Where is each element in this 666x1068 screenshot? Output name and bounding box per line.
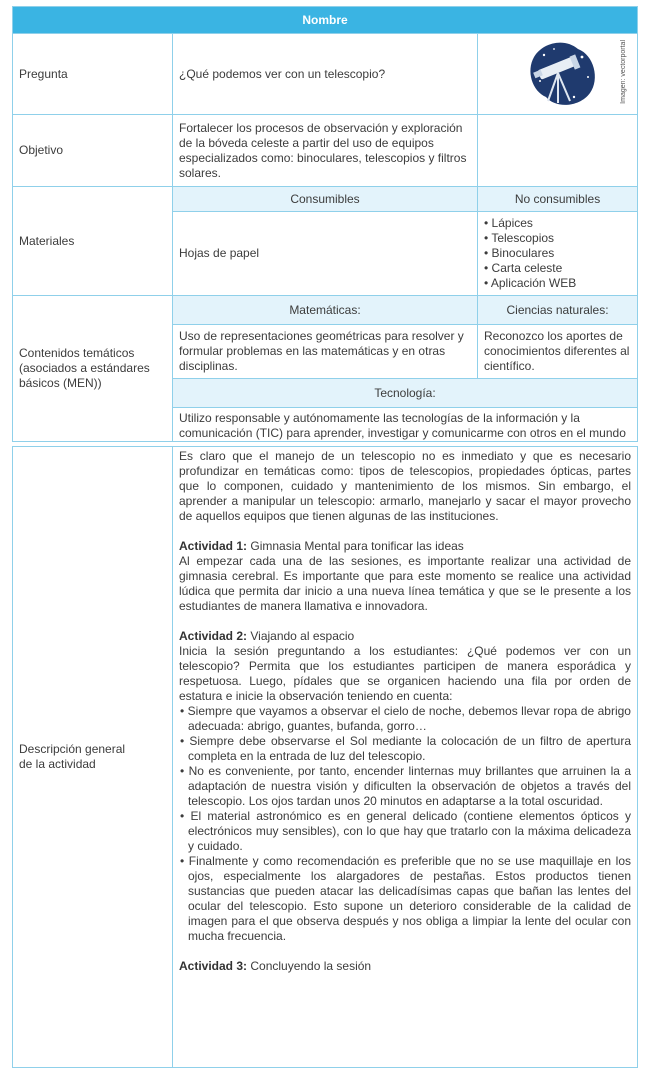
ciencias-header: Ciencias naturales: <box>478 296 638 325</box>
table-header-title: Nombre <box>13 7 638 34</box>
objetivo-label: Objetivo <box>13 115 173 187</box>
actividad-2-list <box>179 704 631 944</box>
matematicas-text: Uso de representaciones geométricas para resolver y formular problemas en las matemáticas y en otras disciplinas. <box>173 325 478 379</box>
list-item: • Siempre que vayamos a observar el cielo de noche, debemos llevar ropa de abrigo adecuada: abrigo, guantes, bufanda, gorro… <box>180 704 631 733</box>
list-item: • Lápices <box>484 216 631 231</box>
materiales-label: Materiales <box>13 187 173 296</box>
actividad-3-heading <box>179 959 631 974</box>
actividad-2-heading <box>179 629 631 644</box>
list-item: • El material astronómico es en general delicado (contiene elementos ópticos y electrónicos muy sensibles), con lo que hay que tratarlo con la máxima delicadeza y cuidado. <box>180 809 631 853</box>
list-item: • Siempre debe observarse el Sol mediante la colocación de un filtro de apertura completa en la entrada de luz del telescopio. <box>180 734 631 763</box>
image-caption: Imagen: vectorportal <box>620 40 628 104</box>
descripcion-content <box>173 447 638 1068</box>
activity-table-top <box>12 6 637 440</box>
no-consumibles-header: No consumibles <box>478 187 638 212</box>
pregunta-text: ¿Qué podemos ver con un telescopio? <box>173 34 478 115</box>
actividad-1-title: Actividad 1: <box>179 539 248 553</box>
telescope-icon <box>524 37 600 111</box>
actividad-2-text: Inicia la sesión preguntando a los estudiantes: ¿Qué podemos ver con un telescopio? Permita que los estudiantes participen de manera esporádica y respetuosa. Luego, pídales que se organicen haciendo una fila por orden de estatura e inicie la observación teniendo en cuenta: <box>179 644 631 703</box>
tecnologia-header: Tecnología: <box>173 379 638 408</box>
consumibles-header: Consumibles <box>173 187 478 212</box>
actividad-2-name: Viajando al espacio <box>250 629 355 643</box>
actividad-1-heading <box>179 539 631 554</box>
actividad-1-name: Gimnasia Mental para tonificar las ideas <box>250 539 464 553</box>
list-item: • Carta celeste <box>484 261 631 276</box>
actividad-3-name: Concluyendo la sesión <box>250 959 372 973</box>
actividad-2-title: Actividad 2: <box>179 629 248 643</box>
matematicas-header: Matemáticas: <box>173 296 478 325</box>
activity-table-bottom <box>12 446 637 973</box>
descripcion-intro: Es claro que el manejo de un telescopio no es inmediato y que es necesario profundizar en temáticas como: tipos de telescopios, propiedades ópticas, partes que lo componen, cuidado y mantenimiento de los mismos. Sin embargo, el aprender a manipular un telescopio: armarlo, manejarlo y sacar el mayor provecho de aquellos equipos que tienen algunas de las instituciones. <box>179 449 631 523</box>
descripcion-label <box>13 447 173 1068</box>
list-item: • No es conveniente, por tanto, encender linternas muy brillantes que arruinen la a adaptación de nuestra visión y dificulten la observación de objetos a través del telescopio. Los ojos tardan unos 20 minutos en adaptarse a la total oscuridad. <box>180 764 631 808</box>
consumibles-text: Hojas de papel <box>173 212 478 296</box>
pregunta-illustration <box>478 34 638 115</box>
objetivo-text: Fortalecer los procesos de observación y exploración de la bóveda celeste a partir del uso de equipos especializados como: binoculares, telescopios y filtros solares. <box>173 115 478 187</box>
descripcion-label-text: Descripción general de la actividad <box>19 742 126 771</box>
contenidos-label: Contenidos temáticos (asociados a estándares básicos (MEN)) <box>13 296 173 442</box>
list-item: • Finalmente y como recomendación es preferible que no se use maquillaje en los ojos, especialmente los alargadores de pestañas. Estos productos tienen sustancias que pueden atacar las delicadísimas capas que bañan las lentes del ocular del telescopio. Esto supone un deterioro considerable de la calidad de imagen para el que observa después y nos obliga a limpiar la lente del ocular con mucha frecuencia. <box>180 854 631 943</box>
list-item: • Binoculares <box>484 246 631 261</box>
ciencias-text: Reconozco los aportes de conocimientos diferentes al científico. <box>478 325 638 379</box>
tecnologia-text: Utilizo responsable y autónomamente las tecnologías de la información y la comunicación (TIC) para aprender, investigar y comunicarme con otros en el mundo <box>173 408 638 442</box>
no-consumibles-list <box>478 212 638 296</box>
actividad-3-title: Actividad 3: <box>179 959 248 973</box>
objetivo-empty-cell <box>478 115 638 187</box>
pregunta-label: Pregunta <box>13 34 173 115</box>
actividad-1-text: Al empezar cada una de las sesiones, es importante realizar una actividad de gimnasia cerebral. Es importante que para este momento se realice una actividad lúdica que permita dar inicio a una nueva línea temática y que se le presente a los estudiantes de manera llamativa e innovadora. <box>179 554 631 613</box>
list-item: • Aplicación WEB <box>484 276 631 291</box>
list-item: • Telescopios <box>484 231 631 246</box>
